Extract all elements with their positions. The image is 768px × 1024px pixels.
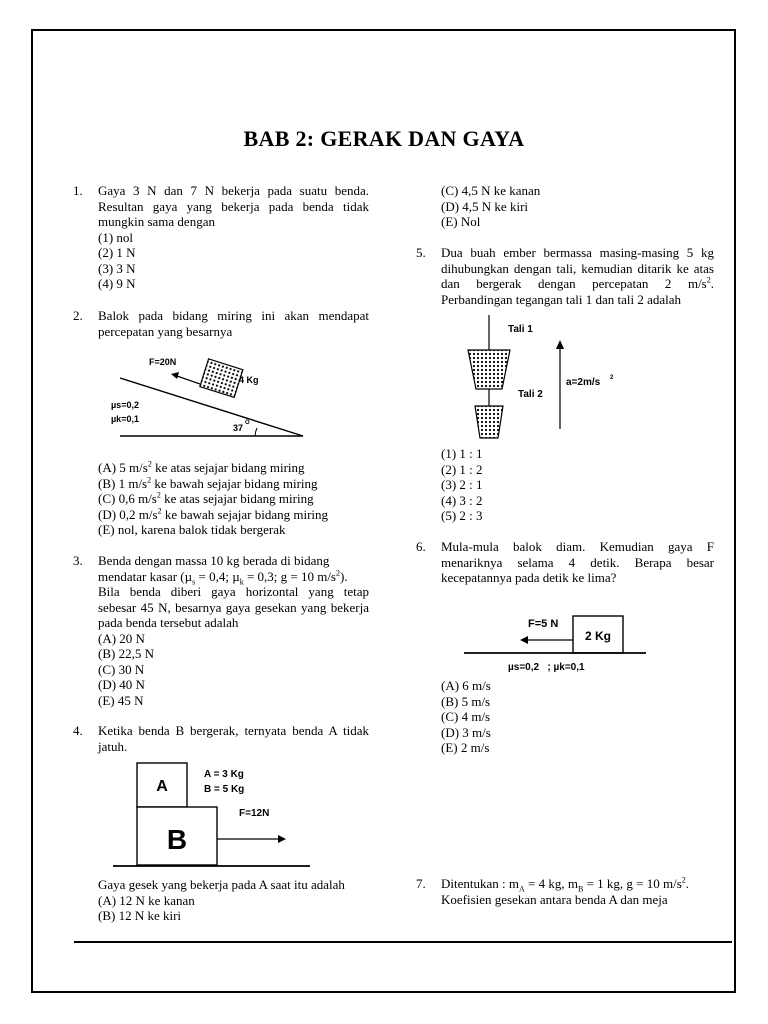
option: (3) 2 : 1 [441,477,483,492]
bucket-bottom [475,406,503,438]
option: (A) 12 N ke kanan [98,892,195,908]
question-3 [73,553,369,708]
force-label: F=5 N [528,618,559,630]
buckets-figure [460,312,635,442]
question-number: 5. [416,245,426,260]
question-2 [73,308,369,339]
option: (1) nol [98,229,134,245]
option: (C) 30 N [98,661,145,677]
option: (B) 1 $m/s^2$ ke bawah sejajar bidang miring [98,475,318,491]
block [200,359,243,397]
question-number: 7. [416,876,426,891]
block-b-label: B [166,824,188,855]
option: (C) 4,5 N ke kanan [441,183,541,198]
option: (E) nol, karena balok tidak bergerak [98,522,286,537]
question-text: Ditentukan : $m_A = 4$ kg, $m_B = 1$ kg, g = 10 $m/s^2$. [441,875,690,894]
footer-rule [74,941,732,943]
force-label: F=12N [239,808,270,819]
option: (4) 9 N [98,276,136,291]
question-text: Benda dengan massa 10 kg berada di bidang [98,553,330,568]
mass-b-label: B = 5 Kg [204,784,245,795]
question-text: Gaya gesek yang bekerja pada A saat itu adalah [98,877,345,892]
option: (4) 3 : 2 [441,492,483,508]
option: (3) 3 N [98,260,136,276]
force-arrow [177,376,200,384]
muk-label: µk=0,1 [111,414,139,424]
option: (C) 4 m/s [441,709,491,724]
option: (E) 45 N [98,692,144,708]
question-number: 1. [73,183,83,198]
angle-degree: O [245,420,250,426]
block-floor-figure [460,610,650,674]
tali-1-label: Tali 1 [508,324,533,335]
question-7 [416,876,714,907]
question-text: Dua buah ember bermassa masing-masing 5 kg dihubungkan dengan tali, kemudian ditarik ke atas dan bergerak dengan percepatan 2 $m/s^2$. Perbandingan tegangan tali 1 dan tali 2 adalah [441,245,714,307]
option: (D) 4,5 N ke kiri [441,198,529,214]
question-number: 3. [73,553,83,568]
question-4 [73,723,369,754]
question-1 [73,183,369,292]
block-a-label: A [156,778,168,795]
option: (A) 5 $m/s^2$ ke atas sejajar bidang miring [98,459,305,475]
option: (1) 1 : 1 [441,446,483,461]
page-title: BAB 2: GERAK DAN GAYA [243,126,525,151]
option: (C) 0,6 $m/s^2$ ke atas sejajar bidang miring [98,490,314,506]
question-5-options [416,446,714,524]
mass-label: 2 Kg [584,629,612,643]
question-text-2: Koefisien gesekan antara benda A dan meja [441,891,668,907]
question-text: Mula-mula balok diam. Kemudian gaya F menariknya selama 4 detik. Berapa besar kecepatannya pada detik ke lima? [441,539,714,585]
mus-label: µs=0,2 [111,400,139,410]
mass-label: 4 Kg [239,375,259,385]
angle-label: 37 [233,423,244,433]
accel-sup: 2 [610,375,614,381]
option: (2) 1 : 2 [441,461,483,477]
question-4-tail [73,877,369,924]
option: (B) 12 N ke kiri [98,908,182,923]
question-text: Gaya 3 N dan 7 N bekerja pada suatu benda. Resultan gaya yang bekerja pada benda tidak mungkin sama dengan [98,183,369,229]
question-2-options [73,460,369,538]
question-6 [416,539,714,586]
mass-a-label: A = 3 Kg [204,769,244,780]
option: (D) 40 N [98,677,145,692]
question-4-continued [416,183,714,230]
question-text-3: Bila benda diberi gaya horizontal yang tetap sebesar 45 N, besarnya gaya gesekan yang bekerja pada benda tersebut adalah [98,584,369,630]
question-text: Ketika benda B bergerak, ternyata benda A tidak jatuh. [98,723,369,754]
question-5 [416,245,714,307]
accel-label: a=2m/s [566,377,601,388]
question-6-options [416,678,714,756]
option: (D) 0,2 $m/s^2$ ke bawah sejajar bidang miring [98,506,329,522]
stacked-blocks-figure [110,758,315,870]
question-text-2: mendatar kasar (µ$_s$ = 0,4; µ$_k$ = 0,3; g = 10 $m/s^2$). [98,568,348,587]
force-label: F=20N [149,357,177,367]
tali-2-label: Tali 2 [518,389,543,400]
option: (B) 5 m/s [441,693,491,709]
option: (2) 1 N [98,245,136,260]
question-number: 4. [73,723,83,738]
option: (5) 2 : 3 [441,508,483,523]
option: (E) 2 m/s [441,740,490,755]
bucket-top [468,350,510,389]
incline-figure [105,348,315,444]
option: (A) 6 m/s [441,678,491,693]
friction-label: µs=0,2 ; µk=0,1 [508,662,585,673]
question-number: 2. [73,308,83,323]
option: (A) 20 N [98,630,145,646]
option: (E) Nol [441,214,481,229]
question-number: 6. [416,539,426,554]
option: (B) 22,5 N [98,646,154,661]
option: (D) 3 m/s [441,724,491,740]
question-text: Balok pada bidang miring ini akan mendapat percepatan yang besarnya [98,308,369,339]
